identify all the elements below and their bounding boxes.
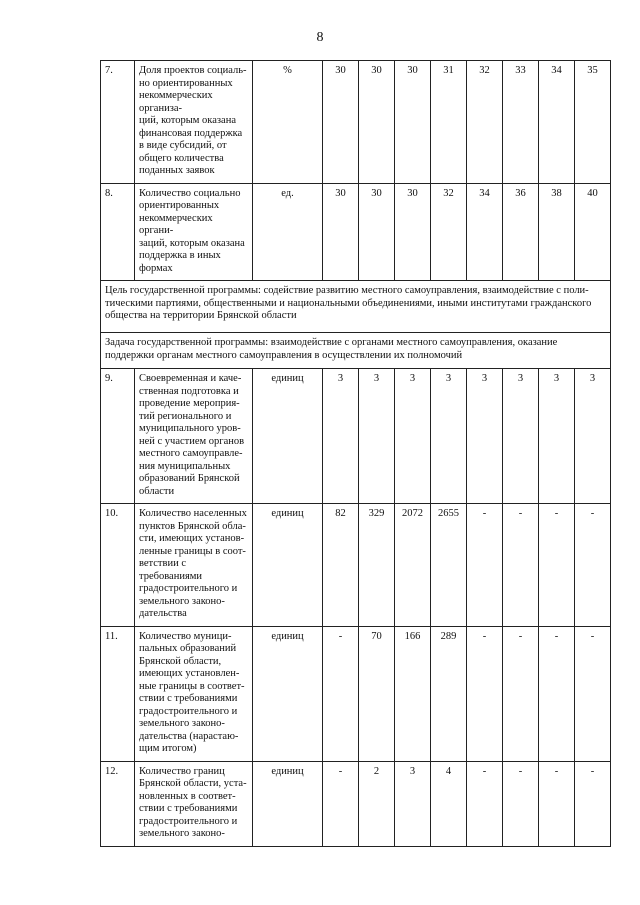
indicator-name: Количество муници- пальных образований Брянской области, имеющих установлен- ные границы в соответ- ствии с требованиями градостроительного и земельного законо- дательства (нарастаю- щим итогом) (135, 626, 253, 761)
value-cell: - (539, 626, 575, 761)
value-cell: 3 (467, 369, 503, 504)
value-cell: 38 (539, 183, 575, 281)
unit-cell: % (253, 61, 323, 184)
unit-cell: единиц (253, 626, 323, 761)
value-cell: 3 (575, 369, 611, 504)
value-cell: - (539, 761, 575, 846)
value-cell: 3 (323, 369, 359, 504)
indicators-table (100, 60, 611, 847)
value-cell: 329 (359, 504, 395, 627)
unit-cell: единиц (253, 369, 323, 504)
value-cell: 30 (323, 183, 359, 281)
value-cell: 30 (359, 61, 395, 184)
value-cell: - (503, 504, 539, 627)
value-cell: - (575, 626, 611, 761)
value-cell: 3 (395, 369, 431, 504)
value-cell: 30 (395, 61, 431, 184)
value-cell: 36 (503, 183, 539, 281)
value-cell: - (467, 761, 503, 846)
table-row (101, 761, 611, 846)
row-number: 10. (101, 504, 135, 627)
value-cell: 3 (395, 761, 431, 846)
value-cell: - (503, 626, 539, 761)
value-cell: 34 (467, 183, 503, 281)
value-cell: 31 (431, 61, 467, 184)
value-cell: 40 (575, 183, 611, 281)
value-cell: 32 (431, 183, 467, 281)
value-cell: 3 (359, 369, 395, 504)
table-row (101, 61, 611, 184)
value-cell: 2655 (431, 504, 467, 627)
table-row (101, 333, 611, 369)
value-cell: 32 (467, 61, 503, 184)
value-cell: 30 (395, 183, 431, 281)
value-cell: 4 (431, 761, 467, 846)
program-goal: Цель государственной программы: содействие развитию местного самоуправления, взаимодействие с поли- тическими партиями, общественными и национальными объединениями, иными институтами гражданского общества на территории Брянской области (101, 281, 611, 333)
table-row (101, 504, 611, 627)
value-cell: 3 (503, 369, 539, 504)
unit-cell: единиц (253, 504, 323, 627)
page-number: 8 (316, 30, 324, 45)
value-cell: - (575, 761, 611, 846)
value-cell: 82 (323, 504, 359, 627)
row-number: 8. (101, 183, 135, 281)
value-cell: - (575, 504, 611, 627)
value-cell: 34 (539, 61, 575, 184)
value-cell: 30 (323, 61, 359, 184)
value-cell: - (323, 626, 359, 761)
indicator-name: Количество границ Брянской области, уста- новленных в соответ- ствии с требованиями градостроительного и земельного законо- (135, 761, 253, 846)
table-row (101, 183, 611, 281)
value-cell: - (467, 626, 503, 761)
value-cell: 35 (575, 61, 611, 184)
value-cell: 33 (503, 61, 539, 184)
row-number: 12. (101, 761, 135, 846)
unit-cell: ед. (253, 183, 323, 281)
unit-cell: единиц (253, 761, 323, 846)
value-cell: 3 (539, 369, 575, 504)
table-row (101, 369, 611, 504)
value-cell: 2072 (395, 504, 431, 627)
indicator-name: Своевременная и каче- ственная подготовка и проведение мероприя- тий регионального и муниципального уров- ней с участием органов местного самоуправле- ния муниципальных образований Брянской области (135, 369, 253, 504)
value-cell: - (503, 761, 539, 846)
value-cell: - (323, 761, 359, 846)
indicator-name: Количество населенных пунктов Брянской обла- сти, имеющих установ- ленные границы в соот- ветствии с требованиями градостроительного и земельного законо- дательства (135, 504, 253, 627)
table-row (101, 281, 611, 333)
value-cell: - (467, 504, 503, 627)
row-number: 11. (101, 626, 135, 761)
value-cell: - (539, 504, 575, 627)
value-cell: 289 (431, 626, 467, 761)
indicator-name: Количество социально ориентированных некоммерческих органи- заций, которым оказана поддержка в иных формах (135, 183, 253, 281)
value-cell: 3 (431, 369, 467, 504)
row-number: 7. (101, 61, 135, 184)
row-number: 9. (101, 369, 135, 504)
indicator-name: Доля проектов социаль- но ориентированных некоммерческих организа- ций, которым оказана финансовая поддержка в виде субсидий, от общего количества поданных заявок (135, 61, 253, 184)
table-row (101, 626, 611, 761)
value-cell: 2 (359, 761, 395, 846)
program-task: Задача государственной программы: взаимодействие с органами местного самоуправления, оказание поддержки органам местного самоуправления в осуществлении их полномочий (101, 333, 611, 369)
value-cell: 166 (395, 626, 431, 761)
value-cell: 70 (359, 626, 395, 761)
value-cell: 30 (359, 183, 395, 281)
